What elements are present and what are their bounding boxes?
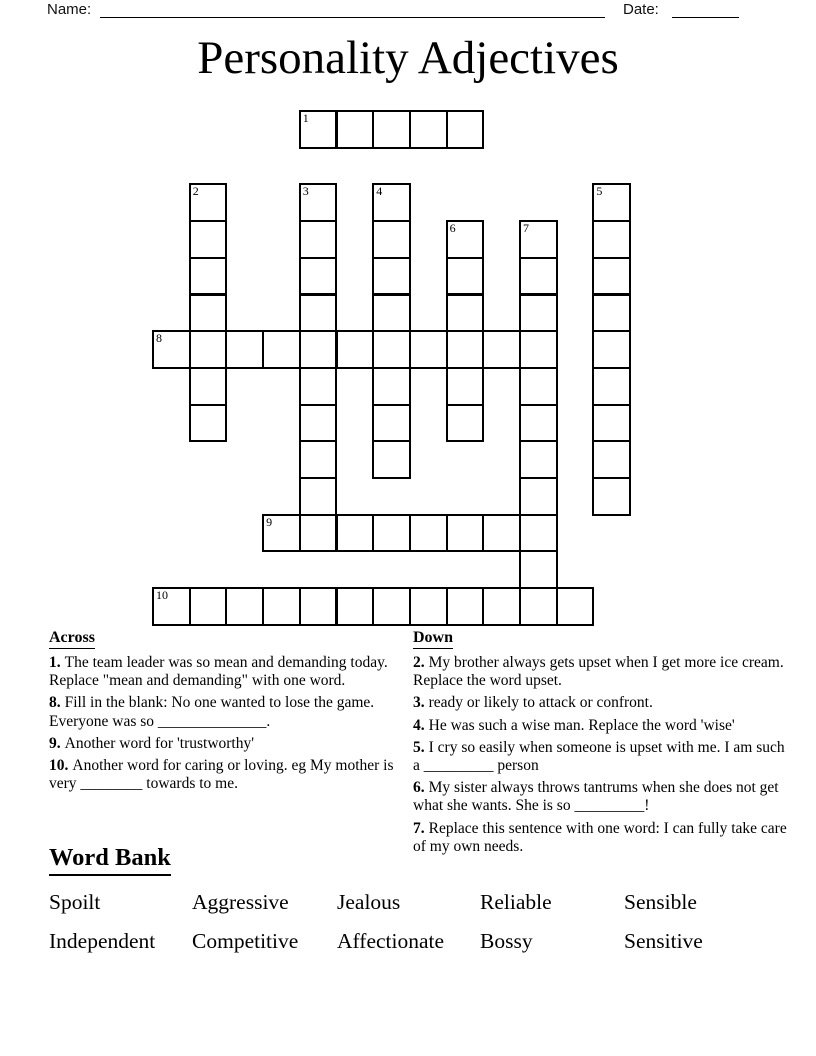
grid-cell-r11c4[interactable] — [299, 514, 338, 553]
grid-cell-r13c3[interactable] — [262, 587, 301, 626]
word-bank-word-jealous: Jealous — [337, 890, 401, 914]
grid-cell-r7c12[interactable] — [592, 367, 631, 406]
grid-cell-r13c0[interactable] — [152, 587, 191, 626]
clue-number: 7. — [413, 819, 425, 837]
grid-cell-r7c4[interactable] — [299, 367, 338, 406]
word-bank-row — [49, 929, 779, 954]
clue-text: Fill in the blank: No one wanted to lose the game. Everyone was so ______________. — [49, 694, 375, 730]
clue-text: Another word for caring or loving. eg My mother is very ________ towards to me. — [49, 757, 394, 793]
cell-number-7: 7 — [523, 221, 529, 236]
word-bank-word-sensitive: Sensitive — [624, 929, 703, 953]
word-bank-word-spoilt: Spoilt — [49, 890, 101, 914]
grid-cell-r12c10[interactable] — [519, 550, 558, 589]
grid-cell-r4c4[interactable] — [299, 257, 338, 296]
grid-cell-r13c10[interactable] — [519, 587, 558, 626]
grid-cell-r2c1[interactable] — [189, 183, 228, 222]
clue-text: I cry so easily when someone is upset with me. I am such a _________ person — [413, 738, 785, 775]
word-bank-heading: Word Bank — [49, 844, 171, 876]
date-label: Date: — [623, 1, 659, 18]
grid-cell-r7c1[interactable] — [189, 367, 228, 406]
cell-number-1: 1 — [302, 111, 309, 125]
name-blank-line[interactable] — [100, 1, 605, 18]
grid-cell-r7c6[interactable] — [372, 367, 411, 406]
grid-cell-r6c0[interactable] — [152, 330, 191, 369]
grid-cell-r6c5[interactable] — [336, 330, 375, 369]
grid-cell-r13c8[interactable] — [446, 587, 485, 626]
clue-across-1 — [49, 654, 406, 690]
grid-cell-r5c1[interactable] — [189, 294, 228, 333]
clue-number: 10. — [49, 757, 69, 775]
grid-cell-r0c7[interactable] — [409, 110, 448, 149]
clue-down-2 — [413, 654, 787, 690]
clue-text: Replace this sentence with one word: I can fully take care of my own needs. — [413, 819, 787, 855]
grid-cell-r4c10[interactable] — [519, 257, 558, 296]
cell-number-4: 4 — [376, 184, 383, 199]
grid-cell-r7c10[interactable] — [519, 367, 558, 406]
across-heading: Across — [49, 629, 95, 649]
grid-cell-r10c10[interactable] — [519, 477, 558, 516]
cell-number-10: 10 — [156, 588, 168, 603]
grid-cell-r2c12[interactable] — [592, 183, 631, 222]
cell-number-5: 5 — [596, 184, 603, 199]
grid-cell-r3c4[interactable] — [299, 220, 338, 259]
grid-cell-r9c10[interactable] — [519, 440, 558, 479]
grid-cell-r3c6[interactable] — [372, 220, 411, 259]
grid-cell-r0c5[interactable] — [336, 110, 375, 149]
grid-cell-r13c6[interactable] — [372, 587, 411, 626]
grid-cell-r4c6[interactable] — [372, 257, 411, 296]
grid-cell-r3c10[interactable] — [519, 220, 558, 259]
grid-cell-r6c1[interactable] — [189, 330, 228, 369]
clue-number: 5. — [413, 738, 425, 756]
grid-cell-r4c12[interactable] — [592, 257, 631, 296]
grid-cell-r0c8[interactable] — [446, 110, 485, 149]
word-bank-word-competitive: Competitive — [192, 929, 299, 953]
clue-down-3 — [413, 694, 787, 712]
down-clues-section — [413, 629, 787, 860]
cell-number-8: 8 — [156, 331, 162, 346]
clue-number: 8. — [49, 694, 61, 712]
page-title: Personality Adjectives — [197, 32, 619, 84]
grid-cell-r13c4[interactable] — [299, 587, 338, 626]
grid-cell-r7c8[interactable] — [446, 367, 485, 406]
grid-cell-r11c10[interactable] — [519, 514, 558, 553]
word-bank-word-sensible: Sensible — [624, 890, 697, 914]
word-bank-word-aggressive: Aggressive — [192, 890, 289, 914]
clue-number: 4. — [413, 716, 425, 734]
grid-cell-r8c10[interactable] — [519, 404, 558, 443]
cell-number-9: 9 — [266, 514, 273, 529]
grid-cell-r8c12[interactable] — [592, 404, 631, 443]
grid-cell-r5c12[interactable] — [592, 294, 631, 333]
grid-cell-r3c8[interactable] — [446, 220, 485, 259]
cell-number-6: 6 — [449, 221, 456, 236]
word-bank-word-affectionate: Affectionate — [337, 929, 445, 953]
grid-cell-r6c2[interactable] — [225, 330, 264, 369]
down-heading: Down — [413, 629, 453, 649]
grid-cell-r13c9[interactable] — [482, 587, 521, 626]
grid-cell-r5c8[interactable] — [446, 294, 485, 333]
grid-cell-r9c12[interactable] — [592, 440, 631, 479]
word-bank-word-reliable: Reliable — [480, 890, 552, 914]
grid-cell-r2c6[interactable] — [372, 183, 411, 222]
grid-cell-r10c12[interactable] — [592, 477, 631, 516]
clue-down-4 — [413, 717, 787, 735]
grid-cell-r11c6[interactable] — [372, 514, 411, 553]
grid-cell-r11c3[interactable] — [262, 514, 301, 553]
clue-number: 3. — [413, 694, 425, 712]
clue-across-8 — [49, 694, 406, 730]
word-bank-section — [49, 844, 779, 954]
grid-cell-r8c6[interactable] — [372, 404, 411, 443]
clue-across-10 — [49, 757, 406, 793]
word-bank-row — [49, 890, 779, 915]
clue-text: He was such a wise man. Replace the word 'wise' — [428, 716, 735, 734]
word-bank-word-independent: Independent — [49, 929, 156, 953]
clue-number: 1. — [49, 654, 61, 671]
grid-cell-r13c2[interactable] — [225, 587, 264, 626]
grid-cell-r6c10[interactable] — [519, 330, 558, 369]
date-blank-line[interactable] — [672, 1, 739, 18]
grid-cell-r3c1[interactable] — [189, 220, 228, 259]
grid-cell-r5c6[interactable] — [372, 294, 411, 333]
clue-text: My brother always gets upset when I get more ice cream. Replace the word upset. — [413, 654, 784, 690]
clue-across-9 — [49, 735, 406, 753]
grid-cell-r11c5[interactable] — [336, 514, 375, 553]
grid-cell-r9c6[interactable] — [372, 440, 411, 479]
grid-cell-r13c7[interactable] — [409, 587, 448, 626]
grid-cell-r6c12[interactable] — [592, 330, 631, 369]
clue-text: My sister always throws tantrums when she does not get what she wants. She is so _________! — [413, 779, 779, 815]
grid-cell-r3c12[interactable] — [592, 220, 631, 259]
clue-text: Another word for 'trustworthy' — [64, 734, 255, 752]
grid-cell-r8c1[interactable] — [189, 404, 228, 443]
grid-cell-r13c11[interactable] — [556, 587, 595, 626]
across-clues-section — [49, 629, 406, 797]
clue-number: 2. — [413, 654, 425, 671]
clue-down-5 — [413, 739, 787, 775]
grid-cell-r0c4[interactable] — [299, 110, 338, 149]
grid-cell-r6c4[interactable] — [299, 330, 338, 369]
grid-cell-r2c4[interactable] — [299, 183, 338, 222]
grid-cell-r5c10[interactable] — [519, 294, 558, 333]
grid-cell-r11c7[interactable] — [409, 514, 448, 553]
grid-cell-r13c5[interactable] — [336, 587, 375, 626]
grid-cell-r5c4[interactable] — [299, 294, 338, 333]
grid-cell-r8c8[interactable] — [446, 404, 485, 443]
grid-cell-r11c9[interactable] — [482, 514, 521, 553]
clue-text: ready or likely to attack or confront. — [428, 694, 653, 712]
grid-cell-r0c6[interactable] — [372, 110, 411, 149]
grid-cell-r13c1[interactable] — [189, 587, 228, 626]
name-label: Name: — [47, 1, 92, 18]
clue-text: The team leader was so mean and demanding today. Replace "mean and demanding" with one word. — [49, 654, 388, 690]
grid-cell-r10c4[interactable] — [299, 477, 338, 516]
word-bank-word-bossy: Bossy — [480, 929, 533, 953]
clue-number: 6. — [413, 779, 425, 797]
clue-number: 9. — [49, 734, 61, 752]
grid-cell-r6c9[interactable] — [482, 330, 521, 369]
grid-cell-r6c3[interactable] — [262, 330, 301, 369]
grid-cell-r4c1[interactable] — [189, 257, 228, 296]
cell-number-2: 2 — [192, 184, 199, 199]
grid-cell-r6c7[interactable] — [409, 330, 448, 369]
grid-cell-r6c8[interactable] — [446, 330, 485, 369]
grid-cell-r6c6[interactable] — [372, 330, 411, 369]
grid-cell-r11c8[interactable] — [446, 514, 485, 553]
clue-down-6 — [413, 779, 787, 815]
grid-cell-r4c8[interactable] — [446, 257, 485, 296]
crossword-grid — [152, 110, 632, 626]
grid-cell-r8c4[interactable] — [299, 404, 338, 443]
cell-number-3: 3 — [302, 184, 309, 199]
grid-cell-r9c4[interactable] — [299, 440, 338, 479]
